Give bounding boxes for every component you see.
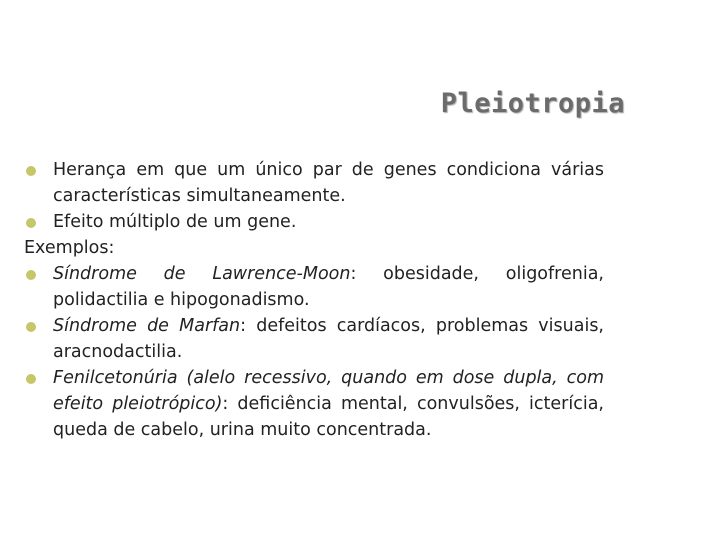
example-separator: :	[222, 394, 238, 414]
bullet-dot-icon	[26, 322, 36, 332]
example-item	[24, 313, 604, 365]
examples-label: Exemplos:	[24, 238, 115, 258]
bullet-dot-icon	[26, 218, 36, 228]
example-name: Síndrome de Marfan	[53, 316, 241, 336]
bullet-dot-icon	[26, 166, 36, 176]
example-item	[24, 365, 604, 443]
bullet-text: Efeito múltiplo de um gene.	[53, 212, 297, 232]
example-text: obesidade, oligofrenia, polidactilia e hipogonadismo.	[53, 264, 604, 310]
bullet-text: Herança em que um único par de genes condiciona várias características simultaneamente.	[53, 160, 604, 206]
bullet-item	[24, 209, 604, 235]
bullet-item	[24, 157, 604, 209]
example-name: Fenilcetonúria (alelo recessivo, quando em dose dupla, com efeito pleiotrópico)	[53, 368, 604, 414]
example-text: deficiência mental, convulsões, icterícia, queda de cabelo, urina muito concentrada.	[53, 394, 604, 440]
bullet-dot-icon	[26, 270, 36, 280]
example-separator: :	[350, 264, 384, 284]
example-item	[24, 261, 604, 313]
bullet-dot-icon	[26, 374, 36, 384]
example-text: defeitos cardíacos, problemas visuais, aracnodactilia.	[53, 316, 604, 362]
example-name: Síndrome de Lawrence-Moon	[53, 264, 351, 284]
slide-title: Pleiotropia	[440, 88, 625, 119]
slide-body	[24, 157, 604, 443]
example-separator: :	[240, 316, 257, 336]
